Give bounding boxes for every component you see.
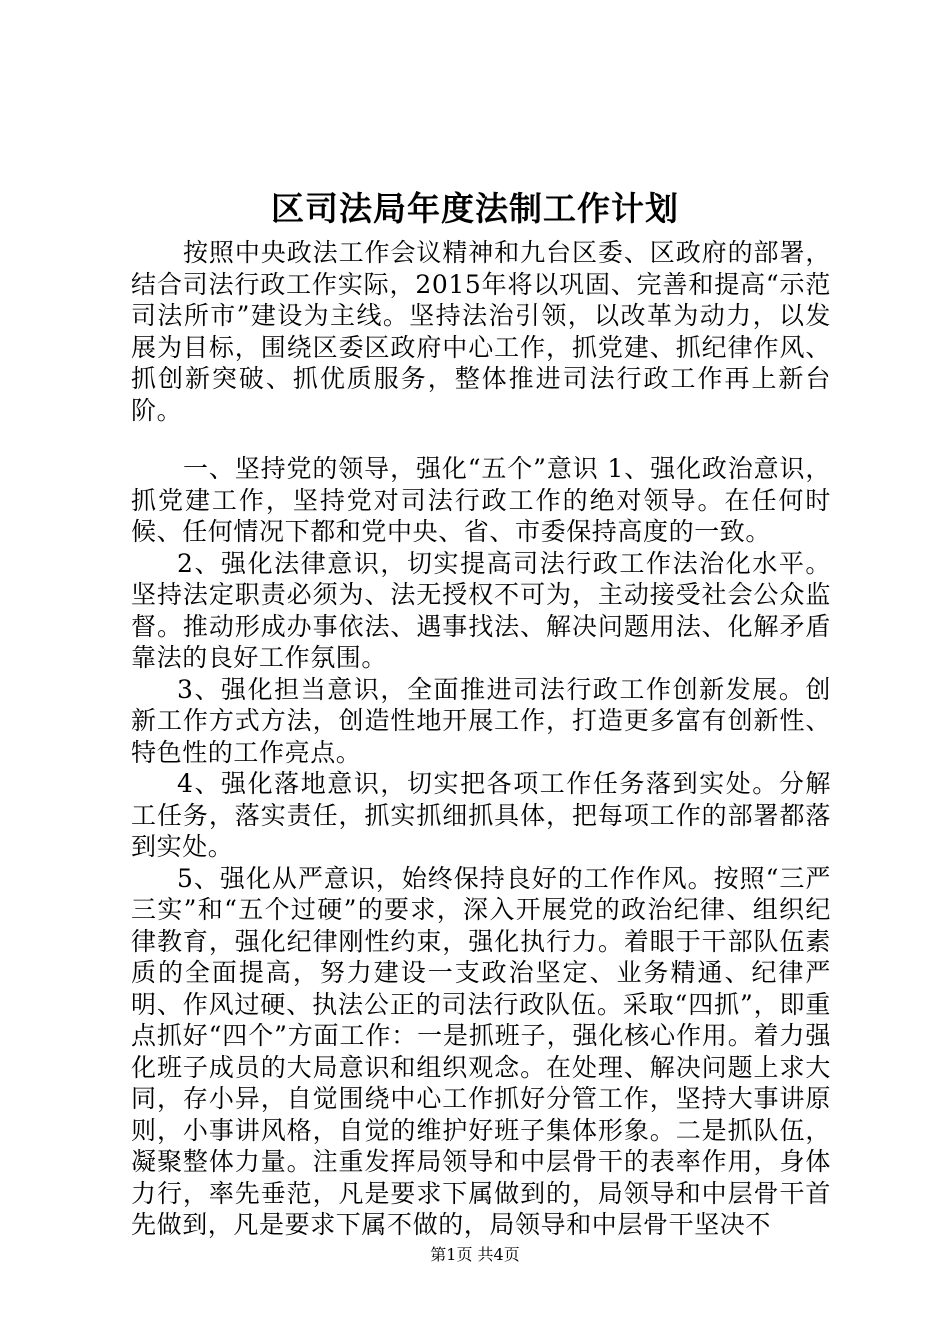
paragraph-item-5: 5、强化从严意识，始终保持良好的工作作风。按照“三严三实”和“五个过硬”的要求，深入开展党的政治纪律、组织纪律教育，强化纪律刚性约束，强化执行力。着眼于干部队伍素质的全面提高，努力建设一支政治坚定、业务精通、纪律严明、作风过硬、执法公正的司法行政队伍。采取“四抓”，即重点抓好“四个”方面工作：一是抓班子，强化核心作用。着力强化班子成员的大局意识和组织观念。在处理、解决问题上求大同，存小异，自觉围绕中心工作抓好分管工作，坚持大事讲原则，小事讲风格，自觉的维护好班子集体形象。二是抓队伍，凝聚整体力量。注重发挥局领导和中层骨干的表率作用，身体力行，率先垂范，凡是要求下属做到的，局领导和中层骨干首先做到，凡是要求下属不做的，局领导和中层骨干坚决不 bbox=[131, 863, 831, 1239]
document-body bbox=[131, 237, 831, 1241]
page-footer: 第1页 共4页 bbox=[430, 1245, 520, 1264]
paragraph-intro: 按照中央政法工作会议精神和九台区委、区政府的部署，结合司法行政工作实际，2015年将以巩固、完善和提高“示范司法所市”建设为主线。坚持法治引领，以改革为动力，以发展为目标，围绕区委区政府中心工作，抓党建、抓纪律作风、抓创新突破、抓优质服务，整体推进司法行政工作再上新台阶。 bbox=[131, 238, 831, 425]
document-title: 区司法局年度法制工作计划 bbox=[271, 189, 679, 228]
paragraph-gap bbox=[131, 426, 831, 453]
paragraph-item-3: 3、强化担当意识，全面推进司法行政工作创新发展。创新工作方式方法，创造性地开展工作，打造更多富有创新性、特色性的工作亮点。 bbox=[131, 674, 831, 767]
paragraph-section-1: 一、坚持党的领导，强化“五个”意识 1、强化政治意识，抓党建工作，坚持党对司法行政工作的绝对领导。在任何时候、任何情况下都和党中央、省、市委保持高度的一致。 bbox=[131, 454, 831, 546]
paragraph-item-2: 2、强化法律意识，切实提高司法行政工作法治化水平。坚持法定职责必须为、法无授权不可为，主动接受社会公众监督。推动形成办事依法、遇事找法、解决问题用法、化解矛盾靠法的良好工作氛围。 bbox=[131, 548, 831, 672]
paragraph-item-4: 4、强化落地意识，切实把各项工作任务落到实处。分解工任务，落实责任，抓实抓细抓具体，把每项工作的部署都落到实处。 bbox=[131, 769, 831, 861]
